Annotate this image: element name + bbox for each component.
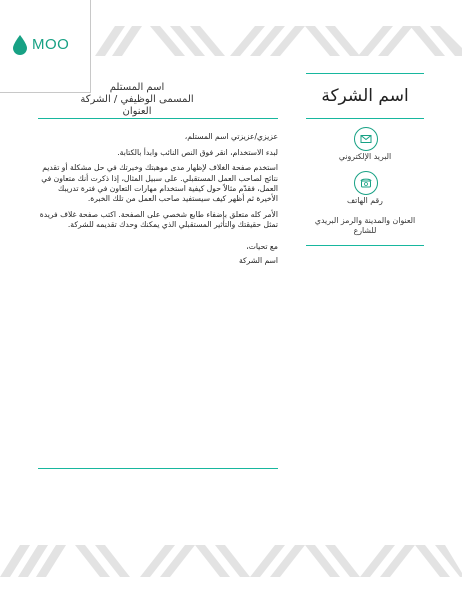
phone-label: رقم الهاتف bbox=[347, 196, 383, 205]
decorative-band-bottom bbox=[0, 545, 462, 577]
logo-text: MOO bbox=[32, 36, 70, 53]
letter-salutation: عزيزي/عزيزتي اسم المستلم، bbox=[184, 132, 278, 141]
recipient-name: اسم المستلم bbox=[109, 82, 165, 93]
email-label: البريد الإلكتروني bbox=[338, 152, 392, 161]
letter-paragraph: الأمر كله متعلق بإضفاء طابع شخصي على الصفحة. اكتب صفحة غلاف فريدة تمثل حقيقتك والتأثير المستقبلي الذي يمكنك وحدك تقديمه للشركة. bbox=[39, 209, 278, 229]
letter-bottom-rule bbox=[38, 468, 278, 469]
address-label: العنوان والمدينة والرمز البريدي للشارع bbox=[314, 216, 416, 235]
recipient-block bbox=[57, 82, 217, 118]
letter-top-rule bbox=[38, 118, 278, 119]
letter-signature: اسم الشركة bbox=[238, 256, 278, 266]
sidebar-bottom-rule bbox=[306, 245, 424, 246]
company-name: اسم الشركة bbox=[321, 86, 409, 106]
email-icon bbox=[354, 127, 378, 151]
sidebar-title-rule bbox=[306, 118, 424, 119]
drop-icon bbox=[12, 35, 28, 55]
logo-box bbox=[0, 0, 91, 93]
recipient-address: العنوان bbox=[122, 106, 152, 117]
phone-icon bbox=[354, 171, 378, 195]
letter-body bbox=[38, 132, 278, 272]
sidebar-top-rule bbox=[306, 73, 424, 74]
recipient-title-company: المسمى الوظيفي / الشركة bbox=[80, 94, 194, 105]
letter-closing: مع تحيات، bbox=[246, 242, 278, 252]
letter-paragraph: استخدم صفحة الغلاف لإظهار مدى موهبتك وخبرتك في حل مشكلة أو تقديم نتائج لصاحب العمل المستقبلي. على سبيل المثال، إذا ذكرت أنك متعاون في العمل، فقدّم مثالاً حول كيفية استخدام مهارات التعاون في فترة تدريبك الأخيرة ثم أظهر كيف سيستفيد صاحب العمل من تلك الخبرة. bbox=[41, 163, 278, 204]
letter-paragraph: لبدء الاستخدام، انقر فوق النص النائب وابدأ بالكتابة. bbox=[117, 147, 278, 157]
